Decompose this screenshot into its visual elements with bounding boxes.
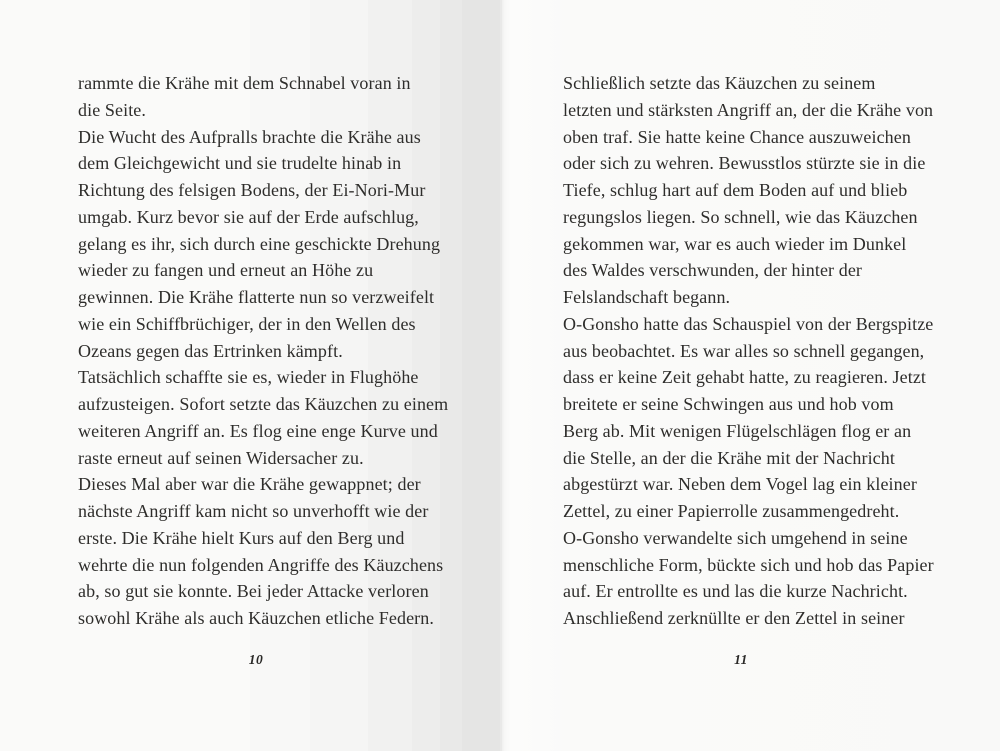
text-line: oder sich zu wehren. Bewusstlos stürzte sie in die xyxy=(563,153,926,174)
text-line: wie ein Schiffbrüchiger, der in den Wellen des xyxy=(78,313,416,334)
text-line: O-Gonsho verwandelte sich umgehend in seine xyxy=(563,527,908,548)
text-line: nächste Angriff kam nicht so unverhofft wie der xyxy=(78,501,429,521)
text-line: aufzusteigen. Sofort setzte das Käuzchen zu einem xyxy=(78,394,449,414)
text-line: gelang es ihr, sich durch eine geschickte Drehung xyxy=(78,233,441,254)
page-left-number: 10 xyxy=(248,652,264,667)
page-right xyxy=(502,0,1000,751)
text-line: regungslos liegen. So schnell, wie das Käuzchen xyxy=(563,206,918,227)
page-left-text xyxy=(78,70,449,632)
text-line: Dieses Mal aber war die Krähe gewappnet; der xyxy=(78,474,421,495)
text-line: Felslandschaft begann. xyxy=(563,287,731,307)
text-line: wieder zu fangen und erneut an Höhe zu xyxy=(78,260,374,281)
text-line: sowohl Krähe als auch Käuzchen etliche Federn. xyxy=(78,608,434,628)
text-line: rammte die Krähe mit dem Schnabel voran in xyxy=(78,73,411,93)
page-right-text xyxy=(563,70,934,632)
text-line: des Waldes verschwunden, der hinter der xyxy=(563,260,863,281)
text-line: Richtung des felsigen Bodens, der Ei-Nori-Mur xyxy=(78,180,426,200)
text-line: menschliche Form, bückte sich und hob das Papier xyxy=(563,554,934,575)
text-line: aus beobachtet. Es war alles so schnell gegangen, xyxy=(563,340,925,361)
page-right-number: 11 xyxy=(734,652,748,667)
text-line: O-Gonsho hatte das Schauspiel von der Bergspitze xyxy=(563,313,934,334)
text-line: umgab. Kurz bevor sie auf der Erde aufschlug, xyxy=(78,206,419,227)
text-line: letzten und stärksten Angriff an, der die Krähe von xyxy=(563,99,934,120)
text-line: Tatsächlich schaffte sie es, wieder in Flughöhe xyxy=(78,367,419,388)
text-line: Tiefe, schlug hart auf dem Boden auf und blieb xyxy=(563,180,908,200)
text-line: abgestürzt war. Neben dem Vogel lag ein kleiner xyxy=(563,474,917,495)
text-line: die Seite. xyxy=(78,99,146,120)
text-line: dass er keine Zeit gehabt hatte, zu reagieren. Jetzt xyxy=(563,367,927,388)
text-line: oben traf. Sie hatte keine Chance auszuweichen xyxy=(563,126,911,147)
text-line: weiteren Angriff an. Es flog eine enge Kurve und xyxy=(78,420,438,441)
text-line: raste erneut auf seinen Widersacher zu. xyxy=(78,447,364,468)
text-line: ab, so gut sie konnte. Bei jeder Attacke verloren xyxy=(78,581,429,602)
text-line: Schließlich setzte das Käuzchen zu seinem xyxy=(563,73,876,93)
text-line: gekommen war, war es auch wieder im Dunkel xyxy=(563,233,907,254)
text-line: Die Wucht des Aufpralls brachte die Krähe aus xyxy=(78,126,421,147)
text-line: erste. Die Krähe hielt Kurs auf den Berg und xyxy=(78,527,405,548)
text-line: wehrte die nun folgenden Angriffe des Käuzchens xyxy=(78,554,444,575)
text-line: Zettel, zu einer Papierrolle zusammengedreht. xyxy=(563,501,900,521)
text-line: gewinnen. Die Krähe flatterte nun so verzweifelt xyxy=(78,287,435,307)
text-line: dem Gleichgewicht und sie trudelte hinab in xyxy=(78,153,402,174)
text-line: die Stelle, an der die Krähe mit der Nachricht xyxy=(563,447,895,468)
text-line: auf. Er entrollte es und las die kurze Nachricht. xyxy=(563,581,908,602)
text-line: Ozeans gegen das Ertrinken kämpft. xyxy=(78,340,343,361)
text-line: Anschließend zerknüllte er den Zettel in seiner xyxy=(563,608,905,628)
text-line: breitete er seine Schwingen aus und hob vom xyxy=(563,394,894,414)
text-line: Berg ab. Mit wenigen Flügelschlägen flog er an xyxy=(563,420,912,441)
